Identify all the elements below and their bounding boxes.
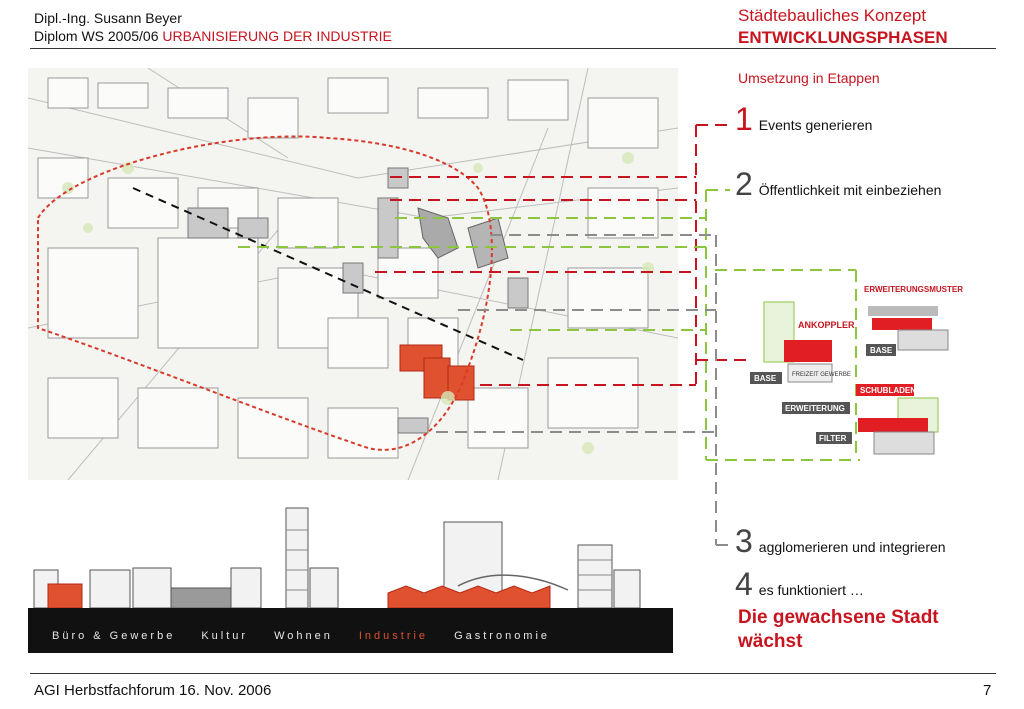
step-3	[735, 525, 946, 557]
conclusion-text: Die gewachsene Stadt wächst	[738, 607, 939, 652]
section-uses	[28, 626, 673, 646]
gewerbe-label: FREIZEIT GEWERBE	[792, 372, 851, 378]
base-top-label: BASE	[870, 346, 893, 355]
use-label: Büro & Gewerbe	[52, 630, 176, 642]
erweiterung-top-label: ERWEITERUNGSMUSTER	[864, 285, 963, 294]
footer-event: AGI Herbstfachforum 16. Nov. 2006	[34, 682, 272, 699]
step-number: 1	[735, 101, 753, 137]
step-text: es funktioniert …	[758, 582, 864, 598]
ankoppler-label: ANKOPPLER	[798, 320, 855, 330]
stages-subheading: Umsetzung in Etappen	[738, 70, 880, 86]
author-name: Dipl.-Ing. Susann Beyer	[34, 10, 182, 26]
erweiterung-label: ERWEITERUNG	[785, 404, 845, 413]
concept-title: Städtebauliches Konzept	[738, 6, 927, 25]
footer-rule	[30, 673, 996, 674]
phases-title: ENTWICKLUNGSPHASEN	[738, 28, 948, 47]
step-4	[735, 568, 864, 600]
page-number: 7	[983, 682, 992, 699]
schubladen-label: SCHUBLADEN	[860, 386, 916, 395]
step-number: 3	[735, 523, 753, 559]
base-left-label: BASE	[754, 374, 777, 383]
concept-diagrams	[748, 280, 968, 470]
step-1	[735, 103, 872, 135]
step-text: agglomerieren und integrieren	[758, 539, 946, 555]
step-text: Events generieren	[758, 117, 873, 133]
thesis-prefix: Diplom WS 2005/06	[34, 28, 163, 44]
use-label: Kultur	[201, 630, 249, 642]
thesis-topic: URBANISIERUNG DER INDUSTRIE	[162, 28, 392, 44]
step-number: 2	[735, 166, 753, 202]
step-2	[735, 168, 941, 200]
use-label: Wohnen	[274, 630, 333, 642]
use-label: Gastronomie	[454, 630, 551, 642]
filter-label: FILTER	[819, 434, 847, 443]
use-label-highlight: Industrie	[358, 630, 429, 642]
step-text: Öffentlichkeit mit einbeziehen	[758, 182, 942, 198]
step-number: 4	[735, 566, 753, 602]
